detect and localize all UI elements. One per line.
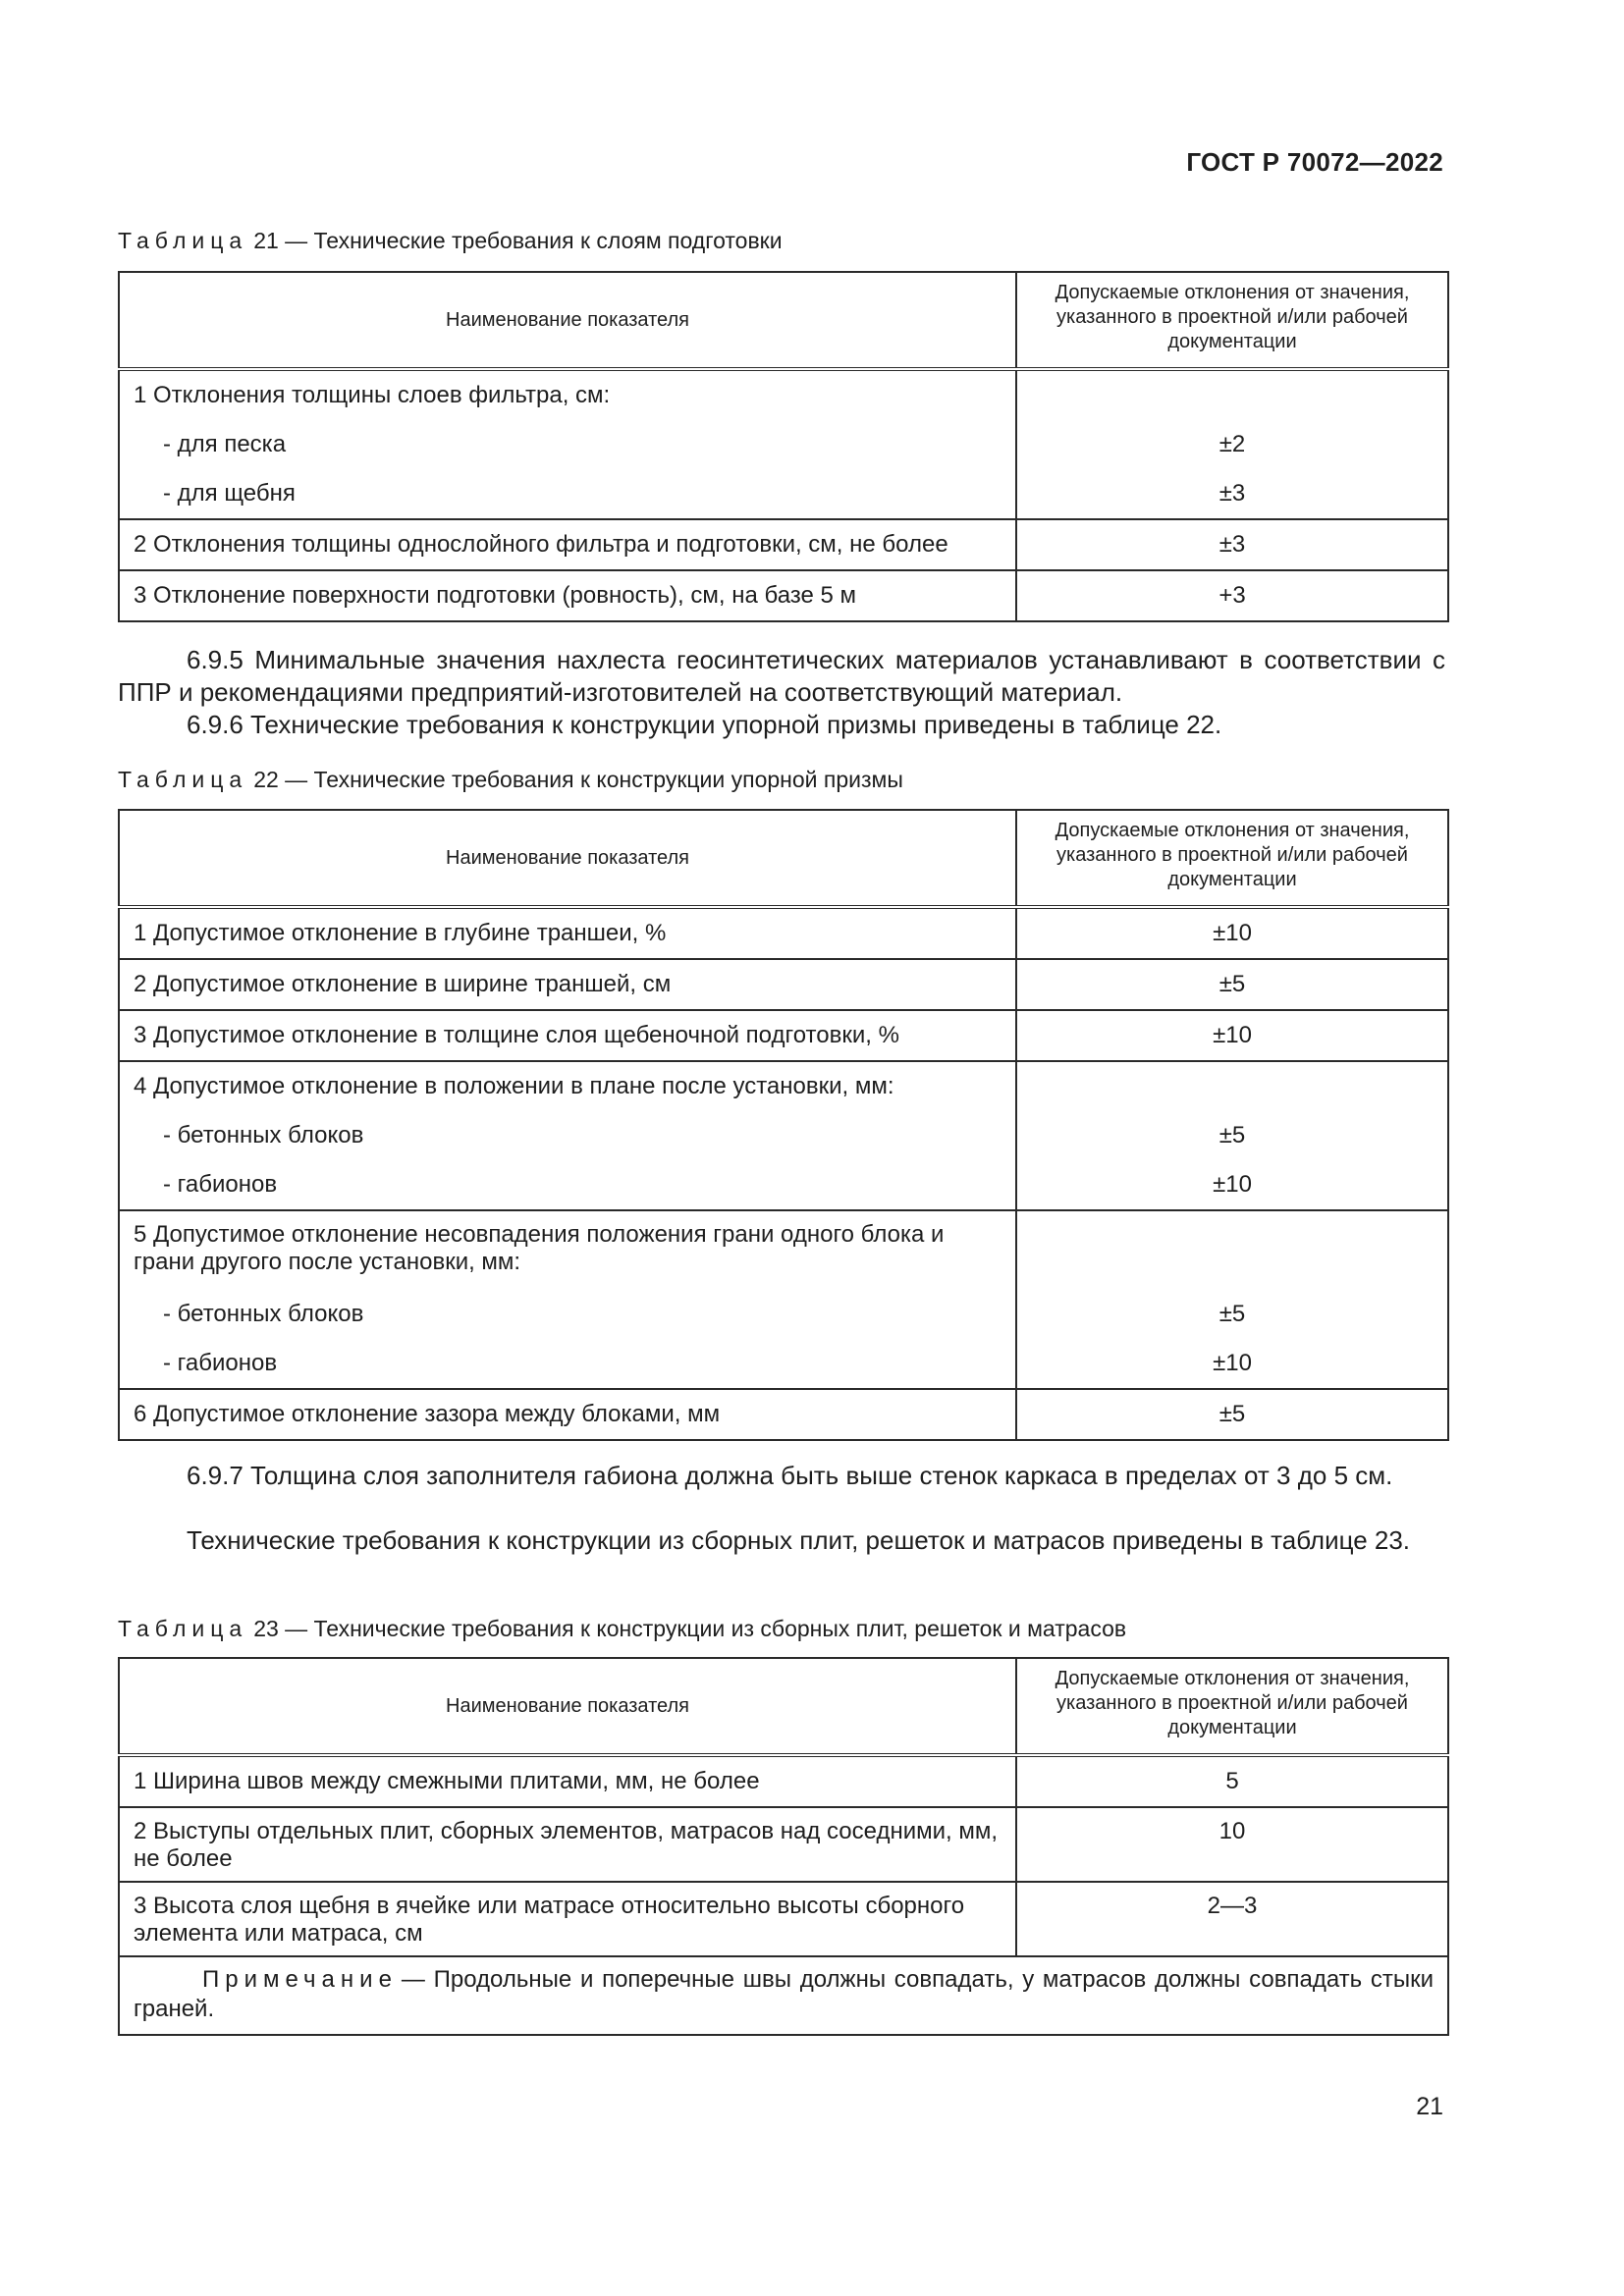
row-label: 1 Отклонения толщины слоев фильтра, см: bbox=[134, 382, 611, 408]
table-row bbox=[119, 519, 1448, 570]
table-header-row bbox=[119, 1658, 1448, 1755]
table-21 bbox=[118, 271, 1449, 622]
table-21-caption-prefix: Таблица bbox=[118, 228, 248, 253]
row-value: ±10 bbox=[1213, 920, 1252, 946]
table-22-caption-text: 22 — Технические требования к конструкции упорной призмы bbox=[253, 767, 903, 792]
page-number: 21 bbox=[1416, 2093, 1443, 2120]
subrow-label: - бетонных блоков bbox=[163, 1301, 364, 1327]
table-23-caption bbox=[118, 1616, 1126, 1642]
table-note bbox=[119, 1956, 1448, 2035]
table-23-caption-text: 23 — Технические требования к конструкции из сборных плит, решеток и матрасов bbox=[253, 1616, 1127, 1641]
row-label: 2 Отклонения толщины однослойного фильтра и подготовки, см, не более bbox=[134, 531, 948, 558]
paragraph-6-9-6-text: 6.9.6 Технические требования к конструкции упорной призмы приведены в таблице 22. bbox=[187, 710, 1222, 739]
table-row bbox=[119, 369, 1448, 519]
row-value: ±10 bbox=[1213, 1022, 1252, 1048]
row-value: ±5 bbox=[1218, 1401, 1246, 1427]
table-21-caption bbox=[118, 228, 783, 254]
paragraph-6-9-7 bbox=[118, 1460, 1445, 1492]
table-21-caption-text: 21 — Технические требования к слоям подготовки bbox=[253, 228, 783, 253]
paragraph-6-9-5 bbox=[118, 644, 1445, 709]
row-value: +3 bbox=[1218, 582, 1246, 609]
row-value: 10 bbox=[1218, 1818, 1246, 1844]
table-note-prefix: Примечание bbox=[202, 1966, 398, 1993]
row-value: ±3 bbox=[1218, 531, 1246, 558]
row-label: 4 Допустимое отклонение в положении в плане после установки, мм: bbox=[134, 1073, 894, 1099]
table-row bbox=[119, 1010, 1448, 1061]
paragraph-6-9-5-text: 6.9.5 Минимальные значения нахлеста геосинтетических материалов устанавливают в соответствии с ППР и рекомендациями предприятий-изготовителей на соответствующий материал. bbox=[118, 645, 1445, 707]
paragraph-table-23-intro bbox=[118, 1524, 1445, 1557]
row-label: 5 Допустимое отклонение несовпадения положения грани одного блока и грани другого после установки, мм: bbox=[134, 1221, 945, 1275]
row-value: 2—3 bbox=[1207, 1893, 1258, 1919]
row-label: 3 Допустимое отклонение в толщине слоя щебеночной подготовки, % bbox=[134, 1022, 899, 1048]
table-row bbox=[119, 907, 1448, 959]
table-row bbox=[119, 1061, 1448, 1210]
table-row bbox=[119, 570, 1448, 621]
table-header-row bbox=[119, 810, 1448, 907]
row-label: 2 Выступы отдельных плит, сборных элементов, матрасов над соседними, мм, не более bbox=[134, 1818, 999, 1872]
subrow-value: ±5 bbox=[1218, 1301, 1246, 1327]
subrow-label: - для щебня bbox=[163, 480, 296, 507]
subrow-value: ±5 bbox=[1218, 1122, 1246, 1148]
table-row bbox=[119, 959, 1448, 1010]
subrow-value: ±2 bbox=[1218, 431, 1246, 457]
subrow-value: ±10 bbox=[1213, 1171, 1252, 1198]
row-value bbox=[1017, 371, 1447, 420]
row-value: 5 bbox=[1225, 1768, 1239, 1794]
row-label: 2 Допустимое отклонение в ширине траншей, см bbox=[134, 971, 672, 997]
subrow-label: - для песка bbox=[163, 431, 287, 457]
row-label: 6 Допустимое отклонение зазора между блоками, мм bbox=[134, 1401, 721, 1427]
document-code-header: ГОСТ Р 70072—2022 bbox=[1186, 147, 1443, 177]
table-note-row bbox=[119, 1956, 1448, 2035]
paragraph-6-9-7-text: 6.9.7 Толщина слоя заполнителя габиона должна быть выше стенок каркаса в пределах от 3 до 5 см. bbox=[187, 1461, 1393, 1490]
table-row bbox=[119, 1389, 1448, 1440]
table-note-text: — Продольные и поперечные швы должны совпадать, у матрасов должны совпадать стыки граней. bbox=[134, 1966, 1434, 2022]
row-label: 3 Отклонение поверхности подготовки (ровность), см, на базе 5 м bbox=[134, 582, 857, 609]
table-row bbox=[119, 1882, 1448, 1956]
column-header-indicator: Наименование показателя bbox=[119, 810, 1016, 907]
table-22-caption-prefix: Таблица bbox=[118, 767, 248, 792]
row-value bbox=[1017, 1062, 1447, 1111]
table-row bbox=[119, 1807, 1448, 1882]
row-label: 1 Ширина швов между смежными плитами, мм, не более bbox=[134, 1768, 760, 1794]
table-22 bbox=[118, 809, 1449, 1441]
subrow-value: ±3 bbox=[1218, 480, 1246, 507]
row-label: 1 Допустимое отклонение в глубине траншеи, % bbox=[134, 920, 667, 946]
row-value: ±5 bbox=[1218, 971, 1246, 997]
subrow-label: - габионов bbox=[163, 1350, 278, 1376]
column-header-indicator: Наименование показателя bbox=[119, 1658, 1016, 1755]
paragraph-table-23-intro-text: Технические требования к конструкции из сборных плит, решеток и матрасов приведены в таблице 23. bbox=[187, 1525, 1411, 1555]
table-23-caption-prefix: Таблица bbox=[118, 1616, 248, 1641]
paragraph-6-9-6 bbox=[118, 709, 1445, 741]
table-header-row bbox=[119, 272, 1448, 369]
column-header-deviation: Допускаемые отклонения от значения, указанного в проектной и/или рабочей документации bbox=[1016, 272, 1448, 369]
table-row bbox=[119, 1210, 1448, 1389]
subrow-label: - бетонных блоков bbox=[163, 1122, 364, 1148]
column-header-deviation: Допускаемые отклонения от значения, указанного в проектной и/или рабочей документации bbox=[1016, 1658, 1448, 1755]
table-row bbox=[119, 1755, 1448, 1807]
row-label: 3 Высота слоя щебня в ячейке или матрасе относительно высоты сборного элемента или матраса, см bbox=[134, 1893, 965, 1947]
column-header-deviation: Допускаемые отклонения от значения, указанного в проектной и/или рабочей документации bbox=[1016, 810, 1448, 907]
row-value bbox=[1017, 1211, 1447, 1290]
table-23 bbox=[118, 1657, 1449, 2036]
subrow-label: - габионов bbox=[163, 1171, 278, 1198]
table-22-caption bbox=[118, 767, 903, 793]
column-header-indicator: Наименование показателя bbox=[119, 272, 1016, 369]
subrow-value: ±10 bbox=[1213, 1350, 1252, 1376]
